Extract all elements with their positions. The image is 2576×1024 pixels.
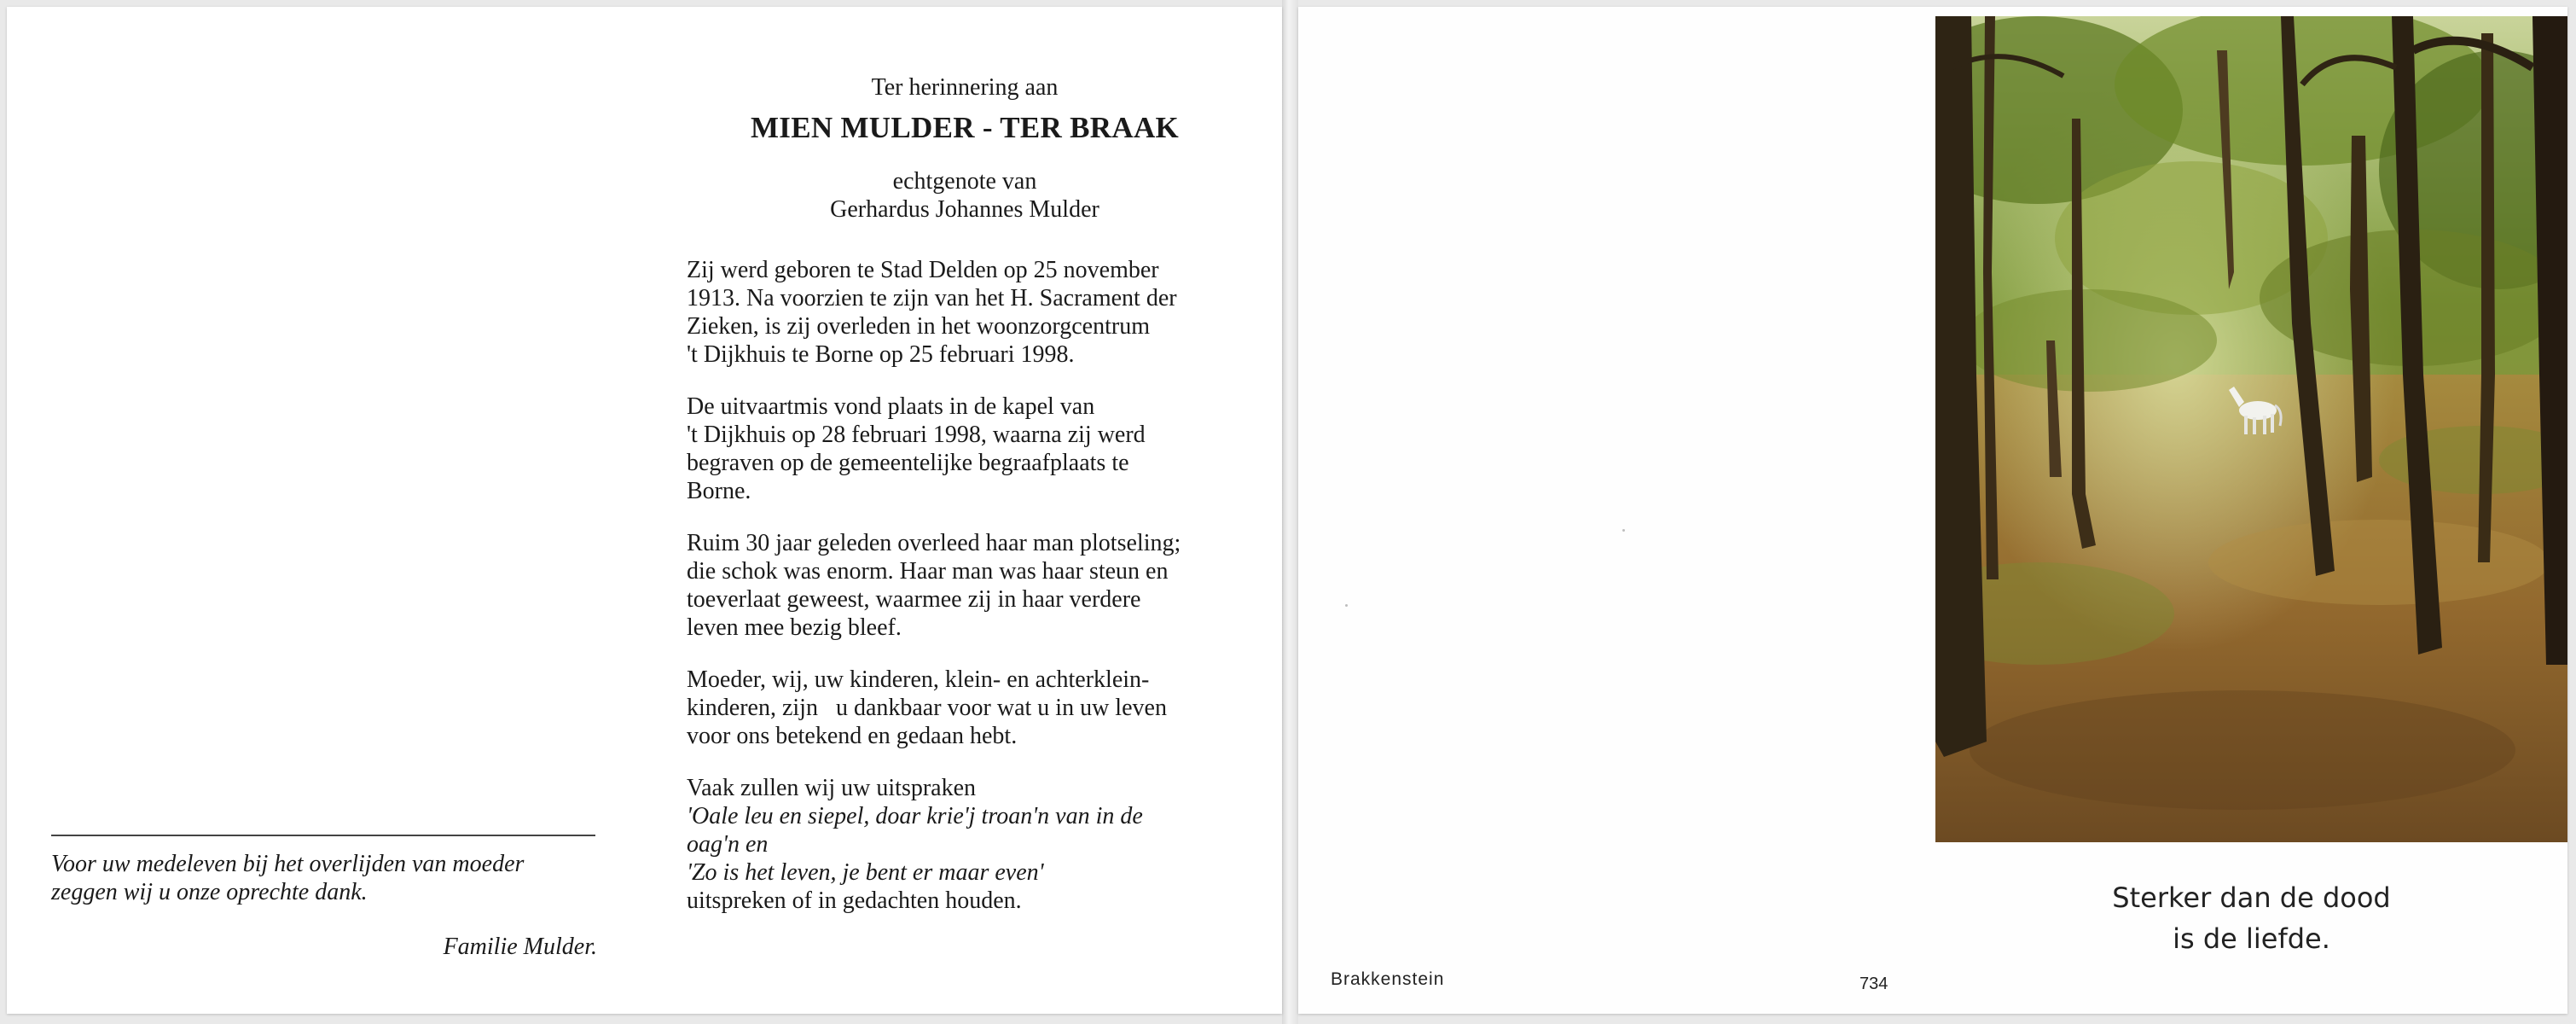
birth-line: Zieken, is zij overleden in het woonzorgcentrum: [687, 313, 1150, 340]
family-signature: Familie Mulder.: [443, 934, 597, 960]
deceased-name: MIEN MULDER - TER BRAAK: [750, 111, 1180, 144]
funeral-line: begraven op de gemeentelijke begraafplaats te: [687, 450, 1129, 476]
motto-line: is de liefde.: [2173, 922, 2330, 955]
children-line: kinderen, zijn u dankbaar voor wat u in uw leven: [687, 695, 1167, 721]
husband-line: die schok was enorm. Haar man was haar steun en: [687, 558, 1169, 585]
card-number: 734: [1859, 975, 1888, 993]
memorial-card-photo-page: [1298, 7, 2567, 1014]
birth-line: 1913. Na voorzien te zijn van het H. Sacrament der: [687, 285, 1177, 311]
motto-line: Sterker dan de dood: [2112, 881, 2391, 914]
spouse-label: echtgenote van: [892, 168, 1037, 195]
birth-paragraph: [687, 256, 1243, 369]
children-paragraph: [687, 666, 1243, 750]
spouse-info: [687, 167, 1243, 224]
motto: [1935, 877, 2567, 959]
memorial-card-text-page: [7, 7, 1282, 1014]
husband-line: Ruim 30 jaar geleden overleed haar man plotseling;: [687, 530, 1181, 556]
husband-line: leven mee bezig bleef.: [687, 614, 902, 641]
saying-one: 'Oale leu en siepel, doar krie'j troan'n van in de: [687, 803, 1143, 829]
funeral-line: 't Dijkhuis op 28 februari 1998, waarna zij werd: [687, 422, 1146, 448]
paper-speck: [1622, 529, 1625, 532]
thanks-line: zeggen wij u onze oprechte dank.: [51, 879, 368, 905]
funeral-line: Borne.: [687, 478, 751, 504]
children-line: voor ons betekend en gedaan hebt.: [687, 723, 1018, 749]
thanks-line: Voor uw medeleven bij het overlijden van moeder: [51, 851, 525, 877]
thanks-divider: [51, 835, 595, 836]
saying-two: 'Zo is het leven, je bent er maar even': [687, 859, 1044, 886]
birth-line: Zij werd geboren te Stad Delden op 25 november: [687, 257, 1159, 283]
husband-paragraph: [687, 529, 1243, 642]
spouse-name: Gerhardus Johannes Mulder: [830, 196, 1099, 223]
sayings-outro: uitspreken of in gedachten houden.: [687, 887, 1022, 914]
memorial-text-column: [687, 73, 1243, 915]
sayings-paragraph: [687, 774, 1243, 915]
funeral-line: De uitvaartmis vond plaats in de kapel van: [687, 393, 1095, 420]
saying-one-continued: oag'n en: [687, 831, 769, 858]
birth-line: 't Dijkhuis te Borne op 25 februari 1998.: [687, 341, 1075, 368]
children-line: Moeder, wij, uw kinderen, klein- en achterklein-: [687, 666, 1150, 693]
publisher-name: Brakkenstein: [1331, 969, 1445, 989]
funeral-paragraph: [687, 393, 1243, 505]
intro-line: Ter herinnering aan: [871, 74, 1059, 101]
paper-speck: [1345, 604, 1348, 607]
thanks-message: [51, 850, 597, 906]
card-fold-gap: [1282, 0, 1298, 1024]
sayings-intro: Vaak zullen wij uw uitspraken: [687, 775, 977, 801]
husband-line: toeverlaat geweest, waarmee zij in haar verdere: [687, 586, 1141, 613]
forest-with-white-horse-photo: [1935, 16, 2567, 842]
